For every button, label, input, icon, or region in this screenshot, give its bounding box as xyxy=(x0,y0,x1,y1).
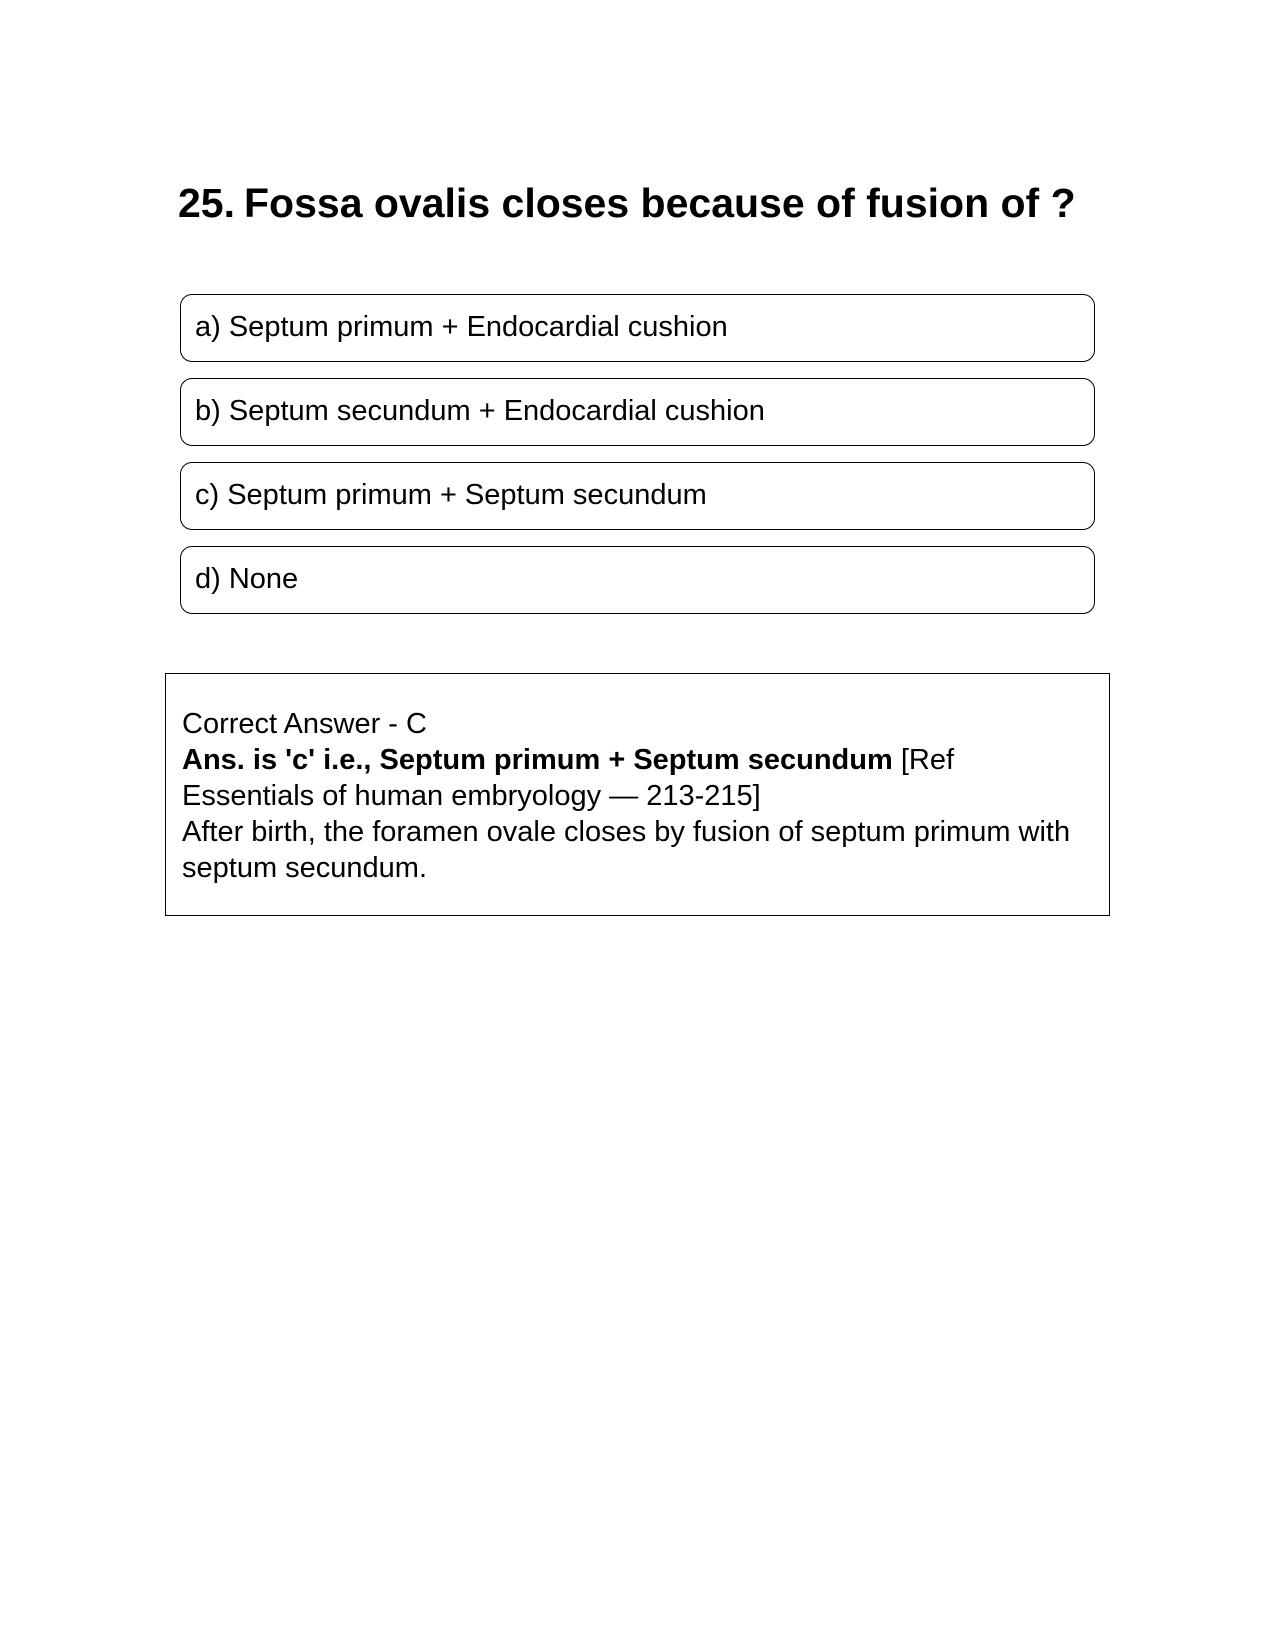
option-a[interactable]: a) Septum primum + Endocardial cushion xyxy=(180,294,1095,362)
answer-statement: Ans. is 'c' i.e., Septum primum + Septum secundum xyxy=(182,744,893,776)
answer-explanation: After birth, the foramen ovale closes by fusion of septum primum with septum secundum. xyxy=(182,816,1071,884)
answer-box xyxy=(165,673,1110,916)
option-d[interactable]: d) None xyxy=(180,546,1095,614)
question-text: Fossa ovalis closes because of fusion of ? xyxy=(244,180,1076,226)
option-b[interactable]: b) Septum secundum + Endocardial cushion xyxy=(180,378,1095,446)
option-c[interactable]: c) Septum primum + Septum secundum xyxy=(180,462,1095,530)
answer-reference: [Ref Essentials of human embryology — 213-215] xyxy=(182,744,955,812)
answer-explanation-line xyxy=(182,742,1093,814)
options-list xyxy=(180,294,1095,630)
correct-answer: Correct Answer - C xyxy=(182,708,427,740)
question-heading xyxy=(178,178,1078,228)
question-number: 25. xyxy=(178,180,235,226)
